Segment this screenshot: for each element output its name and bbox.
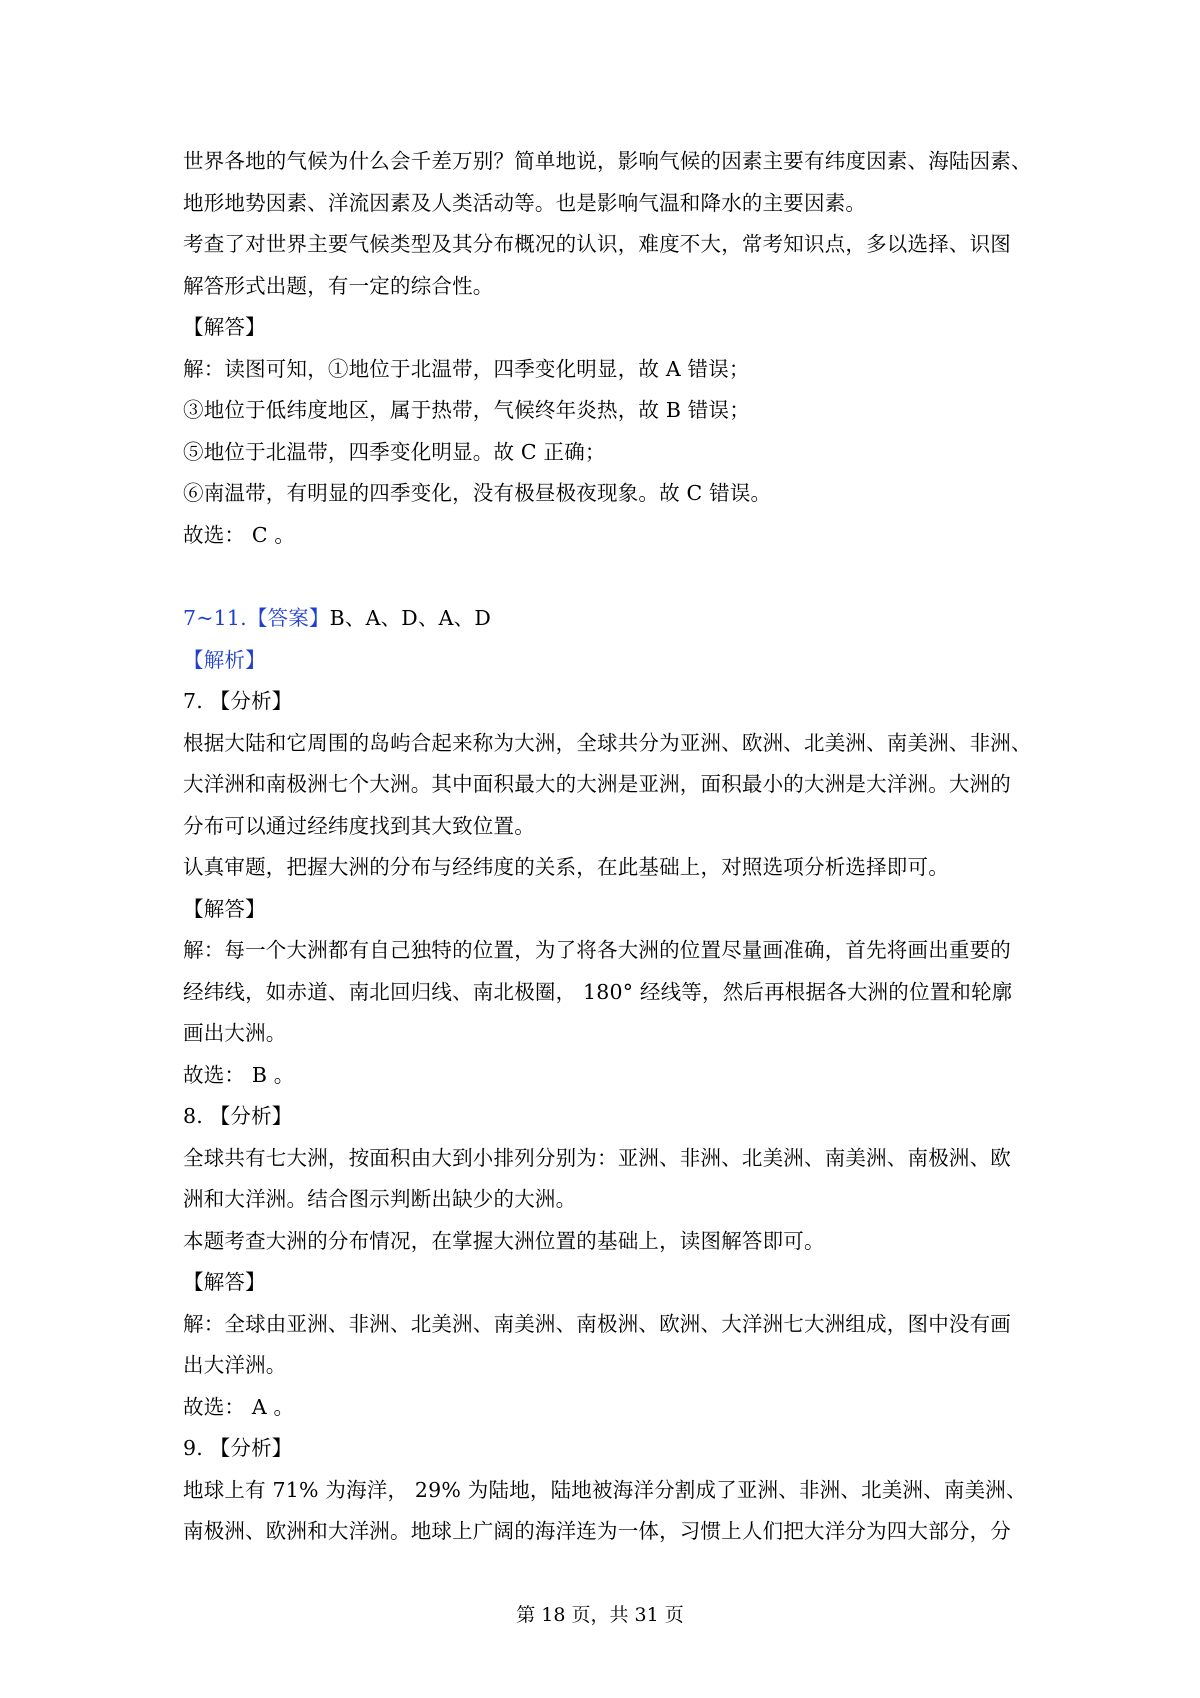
answers-header <box>183 598 1033 640</box>
question-head: 9. 【分析】 <box>183 1436 293 1460</box>
choice-line: 故选： C 。 <box>183 522 296 547</box>
question-head: 8. 【分析】 <box>183 1104 293 1128</box>
text-line: 大洋洲和南极洲七个大洲。其中面积最大的大洲是亚洲，面积最小的大洲是大洋洲。大洲的 <box>183 772 1011 796</box>
text-line: 地球上有 71% 为海洋， 29% 为陆地，陆地被海洋分割成了亚洲、非洲、北美洲、南美洲、 <box>183 1477 1027 1502</box>
text-line: 洲和大洋洲。结合图示判断出缺少的大洲。 <box>183 1187 577 1211</box>
question-range: 7~11. <box>183 606 247 630</box>
question-head: 7. 【分析】 <box>183 689 293 713</box>
text-line: 南极洲、欧洲和大洋洲。地球上广阔的海洋连为一体，习惯上人们把大洋分为四大部分，分 <box>183 1519 1011 1543</box>
text-line: 出大洋洲。 <box>183 1353 287 1377</box>
text-line: 本题考查大洲的分布情况，在掌握大洲位置的基础上，读图解答即可。 <box>183 1228 825 1253</box>
page-content <box>183 141 1033 1553</box>
text-line: ⑥南温带，有明显的四季变化，没有极昼极夜现象。故 C 错误。 <box>183 481 772 505</box>
answer-label: 【解答】 <box>183 896 266 921</box>
choice-line: 故选： A 。 <box>183 1394 295 1419</box>
text-line: 世界各地的气候为什么会千差万别？简单地说，影响气候的因素主要有纬度因素、海陆因素、 <box>183 149 1032 173</box>
text-line: 解：每一个大洲都有自己独特的位置，为了将各大洲的位置尽量画准确，首先将画出重要的 <box>183 938 1011 962</box>
choice-line: 故选： B 。 <box>183 1062 295 1087</box>
text-line: 分布可以通过经纬度找到其大致位置。 <box>183 813 535 838</box>
text-line: ③地位于低纬度地区，属于热带，气候终年炎热，故 B 错误； <box>183 398 750 422</box>
text-line: 地形地势因素、洋流因素及人类活动等。也是影响气温和降水的主要因素。 <box>183 190 867 215</box>
text-line: 全球共有七大洲，按面积由大到小排列分别为：亚洲、非洲、北美洲、南美洲、南极洲、欧 <box>183 1145 1011 1170</box>
text-line: 解：全球由亚洲、非洲、北美洲、南美洲、南极洲、欧洲、大洋洲七大洲组成，图中没有画 <box>183 1311 1011 1336</box>
section-gap <box>183 556 1033 598</box>
text-line: 经纬线，如赤道、南北回归线、南北极圈， 180° 经线等，然后再根据各大洲的位置和轮廓 <box>183 979 1013 1004</box>
text-line: 解：读图可知，①地位于北温带，四季变化明显，故 A 错误； <box>183 356 750 381</box>
answer-tag: 【答案】 <box>246 606 330 630</box>
text-line: 画出大洲。 <box>183 1021 287 1045</box>
text-line: 解答形式出题，有一定的综合性。 <box>183 273 494 298</box>
text-line: 考查了对世界主要气候类型及其分布概况的认识，难度不大，常考知识点，多以选择、识图 <box>183 232 1011 256</box>
answer-list: B、A、D、A、D <box>329 606 491 630</box>
text-line: 认真审题，把握大洲的分布与经纬度的关系，在此基础上，对照选项分析选择即可。 <box>183 855 949 879</box>
answer-label: 【解答】 <box>183 315 266 339</box>
analysis-tag: 【解析】 <box>183 647 266 672</box>
text-line: ⑤地位于北温带，四季变化明显。故 C 正确； <box>183 439 606 464</box>
answer-label: 【解答】 <box>183 1270 266 1294</box>
page-number: 第 18 页，共 31 页 <box>516 1604 684 1626</box>
text-line: 根据大陆和它周围的岛屿合起来称为大洲，全球共分为亚洲、欧洲、北美洲、南美洲、非洲、 <box>183 730 1032 755</box>
